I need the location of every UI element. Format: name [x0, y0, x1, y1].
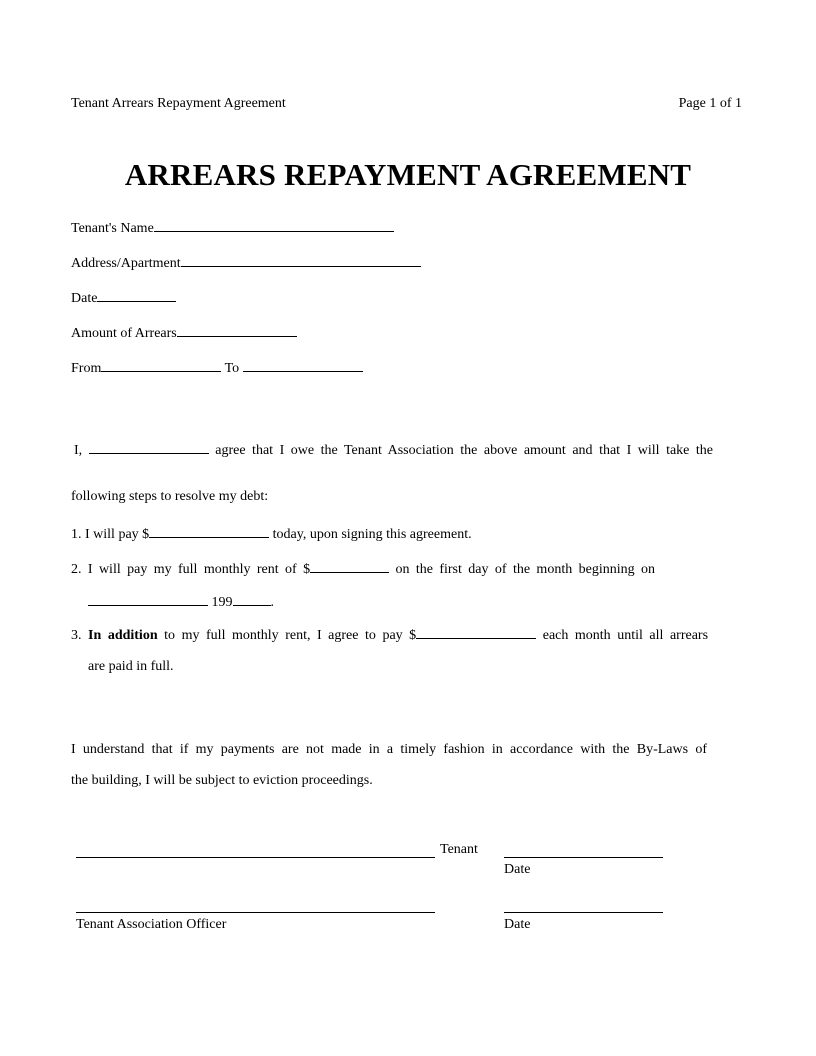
amount-blank[interactable]: [177, 324, 297, 337]
step-3-middle: to my full monthly rent, I agree to pay $: [164, 628, 417, 643]
intro-line-1-text: agree that I owe the Tenant Association the above amount and that I will take the: [215, 443, 714, 458]
tenant-date-label: Date: [504, 862, 531, 877]
step-2-end: .: [270, 595, 274, 610]
date-field-row: [71, 289, 176, 307]
step-1-amount-blank[interactable]: [149, 525, 269, 538]
tenant-name-label: Tenant's Name: [71, 221, 154, 236]
step-2-year-blank[interactable]: [233, 593, 271, 606]
from-to-field-row: [71, 359, 363, 377]
understand-line-2: the building, I will be subject to eviction proceedings.: [71, 773, 373, 788]
to-label: To: [224, 361, 240, 376]
from-label: From: [71, 361, 102, 376]
tenant-name-blank[interactable]: [154, 219, 394, 232]
intro-line-1: [74, 441, 713, 459]
page-title: ARREARS REPAYMENT AGREEMENT: [124, 157, 692, 192]
intro-name-blank[interactable]: [89, 441, 209, 454]
intro-lead: I,: [74, 443, 83, 458]
step-3-suffix: each month until all arrears: [542, 628, 709, 643]
intro-line-2: following steps to resolve my debt:: [71, 489, 269, 504]
step-3-bold-text: In addition: [88, 628, 158, 643]
step-2-line-1: [71, 560, 655, 578]
tenant-date-line[interactable]: [504, 857, 663, 858]
understand-line-1: I understand that if my payments are not made in a timely fashion in accordance with the By-Laws of: [71, 742, 707, 757]
step-2-line-2: [88, 593, 274, 611]
step-2-suffix: on the first day of the month beginning on: [395, 562, 655, 577]
step-1-prefix: 1. I will pay $: [71, 527, 150, 542]
tenant-signature-line[interactable]: [76, 857, 435, 858]
date-label: Date: [71, 291, 98, 306]
date-blank[interactable]: [97, 289, 176, 302]
officer-signature-line[interactable]: [76, 912, 435, 913]
step-2-date-blank[interactable]: [88, 593, 208, 606]
address-blank[interactable]: [181, 254, 421, 267]
officer-date-line[interactable]: [504, 912, 663, 913]
amount-field-row: [71, 324, 297, 342]
address-field-row: [71, 254, 421, 272]
tenant-name-field-row: [71, 219, 394, 237]
amount-label: Amount of Arrears: [71, 326, 177, 341]
step-3-number: 3.: [71, 628, 82, 643]
header-document-name: Tenant Arrears Repayment Agreement: [71, 96, 286, 111]
from-blank[interactable]: [101, 359, 221, 372]
step-1: [71, 525, 472, 543]
step-3-line-2: are paid in full.: [88, 659, 174, 674]
to-blank[interactable]: [243, 359, 363, 372]
step-2-year: 199: [211, 595, 233, 610]
step-3-line-1: [71, 626, 708, 644]
officer-date-label: Date: [504, 917, 531, 932]
step-2-prefix: 2. I will pay my full monthly rent of $: [71, 562, 311, 577]
step-2-rent-blank[interactable]: [310, 560, 389, 573]
step-1-suffix: today, upon signing this agreement.: [272, 527, 472, 542]
header-page-number: Page 1 of 1: [678, 96, 742, 111]
address-label: Address/Apartment: [71, 256, 181, 271]
officer-signature-label: Tenant Association Officer: [76, 917, 227, 932]
tenant-signature-label: Tenant: [440, 842, 478, 857]
step-3-amount-blank[interactable]: [416, 626, 536, 639]
